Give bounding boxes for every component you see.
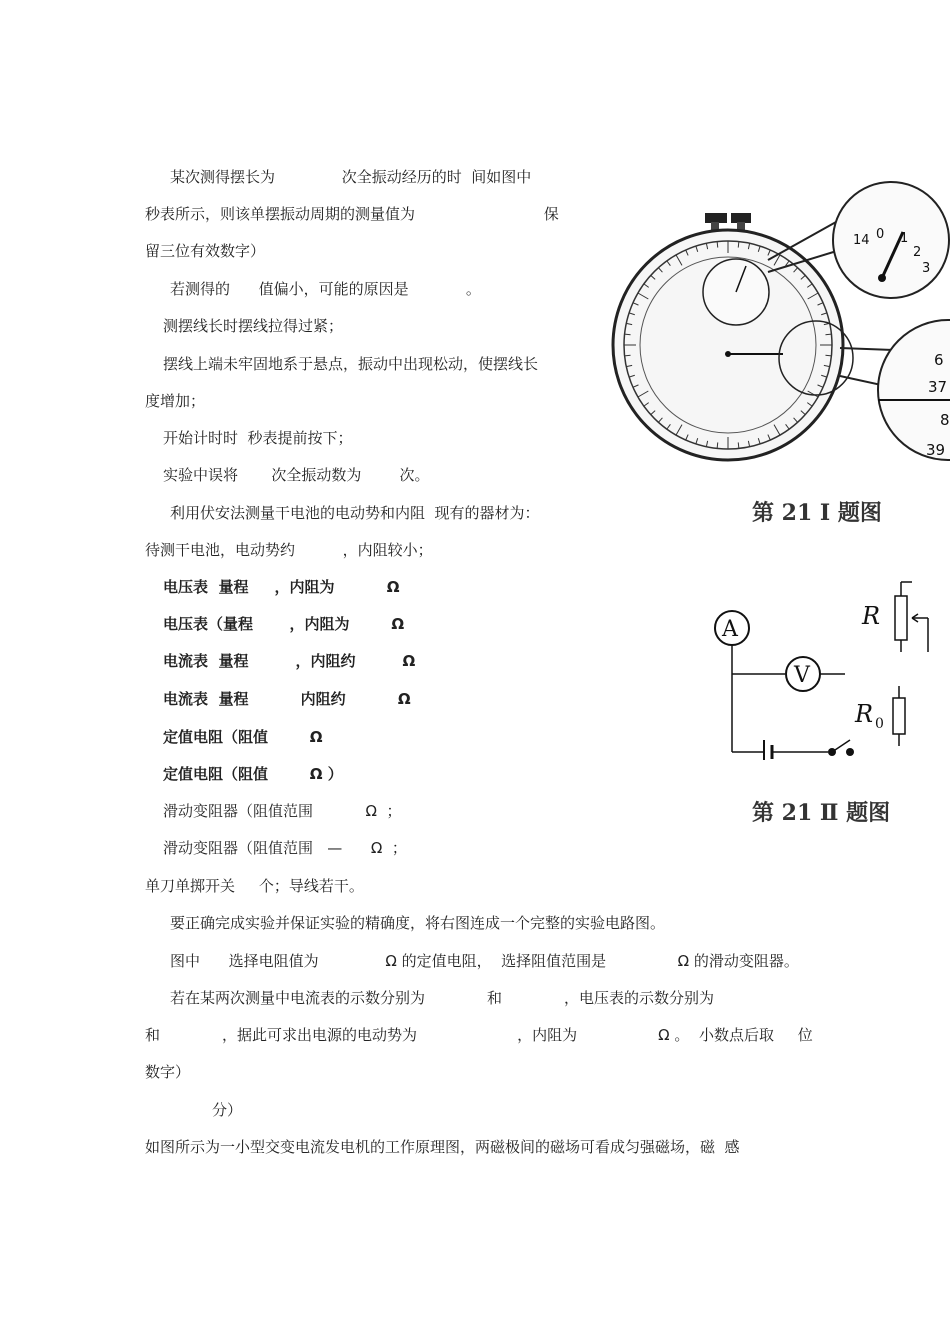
- text-line-5: 测摆线长时摆线拉得过紧；: [163, 317, 344, 335]
- figure-2-caption: 第 21 Ⅱ 题图: [752, 800, 891, 826]
- small-dial-label-3: 3: [922, 261, 931, 276]
- stopwatch-tick: [738, 442, 739, 448]
- text-line-24: 和 ，据此可求出电源的电动势为 ，内阻为 Ω 。 小数点后取 位: [145, 1026, 813, 1044]
- text-line-26: 分）: [212, 1101, 243, 1119]
- large-zoom-label-39: 39: [926, 441, 946, 459]
- text-line-7: 度增加；: [145, 392, 206, 410]
- small-dial-label-2: 2: [913, 245, 922, 260]
- text-line-8: 开始计时时 秒表提前按下；: [163, 429, 353, 447]
- text-line-11: 待测干电池，电动势约 ，内阻较小；: [145, 541, 433, 559]
- small-dial-label-1: 1: [900, 231, 909, 246]
- stopwatch-tick: [717, 242, 718, 248]
- text-line-16: 定值电阻（阻值 Ω: [163, 728, 323, 746]
- text-line-4: 若测得的 值偏小，可能的原因是 。: [170, 280, 481, 298]
- text-line-2: 秒表所示，则该单摆振动周期的测量值为 保: [145, 205, 559, 223]
- voltmeter-label: V: [794, 663, 810, 688]
- ammeter-label: A: [722, 617, 738, 642]
- stopwatch-tick: [625, 355, 631, 356]
- text-line-19: 滑动变阻器（阻值范围 — Ω ；: [163, 839, 407, 857]
- text-line-1: 某次测得摆长为 次全振动经历的时 间如图中: [170, 168, 532, 186]
- small-dial-label-14: 14: [853, 233, 870, 248]
- text-line-23: 若在某两次测量中电流表的示数分别为 和 ，电压表的示数分别为: [170, 989, 714, 1007]
- large-zoom-label-37: 37: [928, 378, 948, 396]
- stopwatch-tick: [825, 334, 831, 335]
- text-line-20: 单刀单掷开关 个；导线若干。: [145, 877, 364, 895]
- text-line-3: 留三位有效数字）: [145, 242, 266, 260]
- stopwatch-tick: [625, 334, 631, 335]
- text-line-14: 电流表 量程 ，内阻约 Ω: [163, 652, 416, 670]
- text-line-27: 如图所示为一小型交变电流发电机的工作原理图，两磁极间的磁场可看成匀强磁场，磁 感: [145, 1138, 740, 1156]
- text-line-6: 摆线上端未牢固地系于悬点，振动中出现松动，使摆线长: [163, 355, 539, 373]
- text-line-22: 图中 选择电阻值为 Ω 的定值电阻， 选择阻值范围是 Ω 的滑动变阻器。: [170, 952, 799, 970]
- text-line-17: 定值电阻（阻值 Ω ）: [163, 765, 343, 783]
- fixed-resistor-label: R: [855, 700, 874, 728]
- rheostat-label: R: [862, 602, 881, 630]
- text-line-9: 实验中误将 次全振动数为 次。: [163, 466, 430, 484]
- stopwatch-tick: [825, 355, 831, 356]
- stopwatch-tick: [717, 442, 718, 448]
- text-line-25: 数字）: [145, 1063, 191, 1081]
- small-dial-label-0: 0: [876, 227, 885, 242]
- text-line-10: 利用伏安法测量干电池的电动势和内阻 现有的器材为：: [170, 504, 540, 522]
- text-line-18: 滑动变阻器（阻值范围 Ω ；: [163, 802, 402, 820]
- text-line-15: 电流表 量程 内阻约 Ω: [163, 690, 411, 708]
- stopwatch-figure: [608, 180, 950, 480]
- text-line-12: 电压表 量程 ，内阻为 Ω: [163, 578, 400, 596]
- figure-1-caption: 第 21 Ⅰ 题图: [752, 500, 882, 526]
- fixed-resistor-subscript: 0: [875, 716, 884, 732]
- circuit-figure: [700, 580, 950, 760]
- text-line-21: 要正确完成实验并保证实验的精确度，将右图连成一个完整的实验电路图。: [170, 914, 666, 932]
- large-zoom-label-8: 8: [940, 411, 950, 429]
- large-zoom-label-6: 6: [934, 351, 944, 369]
- text-line-13: 电压表（量程 ，内阻为 Ω: [163, 615, 405, 633]
- stopwatch-tick: [738, 242, 739, 248]
